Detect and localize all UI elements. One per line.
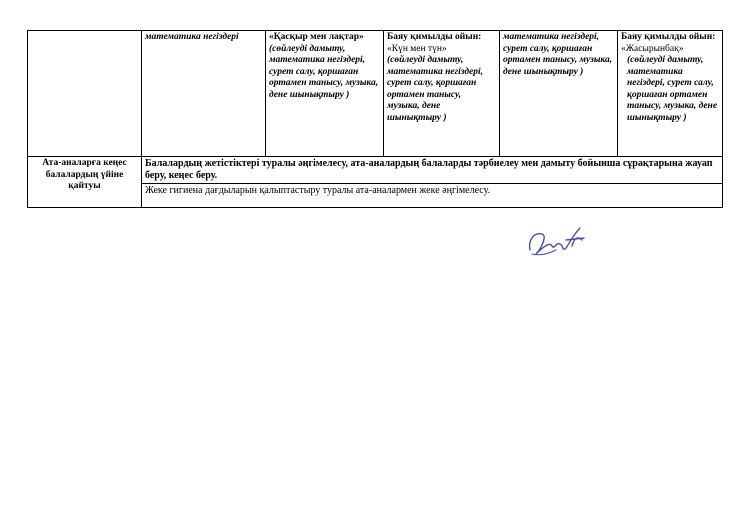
row2-line2-cell: Жеке гигиена дағдыларын қалыптастыру туралы ата-аналармен жеке әңгімелесу. xyxy=(142,184,723,208)
table-row xyxy=(28,31,723,157)
col6-details: (сөйлеуді дамыту, математика негіздері, сурет салу, қоршаған ортамен танысу, музыка, дене шынықтыру ) xyxy=(627,55,718,123)
schedule-table xyxy=(27,30,723,208)
col4-title: Баяу қимылды ойын: xyxy=(387,32,482,42)
col3-details: (сөйлеуді дамыту, математика негіздері, сурет салу, қоршаған ортамен танысу, музыка, дене шынықтыру ) xyxy=(269,43,379,100)
col5-text: математика негіздері, сурет салу, қоршаған ортамен танысу, музыка, дене шынықтыру ) xyxy=(503,32,613,77)
col6-title: Баяу қимылды ойын: xyxy=(621,32,716,42)
row1-col6-cell xyxy=(618,31,723,157)
row1-col4-cell xyxy=(384,31,500,157)
row1-col5-cell xyxy=(500,31,618,157)
col3-title: «Қасқыр мен лақтар» xyxy=(269,32,364,42)
row1-col3-cell xyxy=(266,31,384,157)
row2-label-cell: Ата-аналарға кеңес балалардың үйіне қайтуы xyxy=(28,157,142,208)
row1-col2-cell xyxy=(142,31,266,157)
col6-game: «Жасырынбақ» xyxy=(621,43,684,54)
col4-game: «Күн мен түн» xyxy=(387,43,447,54)
signature xyxy=(522,220,592,265)
row1-label-cell xyxy=(28,31,142,157)
col2-text: математика негіздері xyxy=(145,32,239,42)
table-row xyxy=(28,157,723,184)
col4-details: (сөйлеуді дамыту, математика негіздері, сурет салу, қоршаған ортамен танысу, музыка, дене шынықтыру ) xyxy=(387,55,484,123)
row2-line1-cell: Балалардың жетістіктері туралы әңгімелесу, ата-аналардың балаларды тәрбиелеу мен дамыту бойынша сұрақтарына жауап беру, кеңес беру. xyxy=(142,157,723,184)
